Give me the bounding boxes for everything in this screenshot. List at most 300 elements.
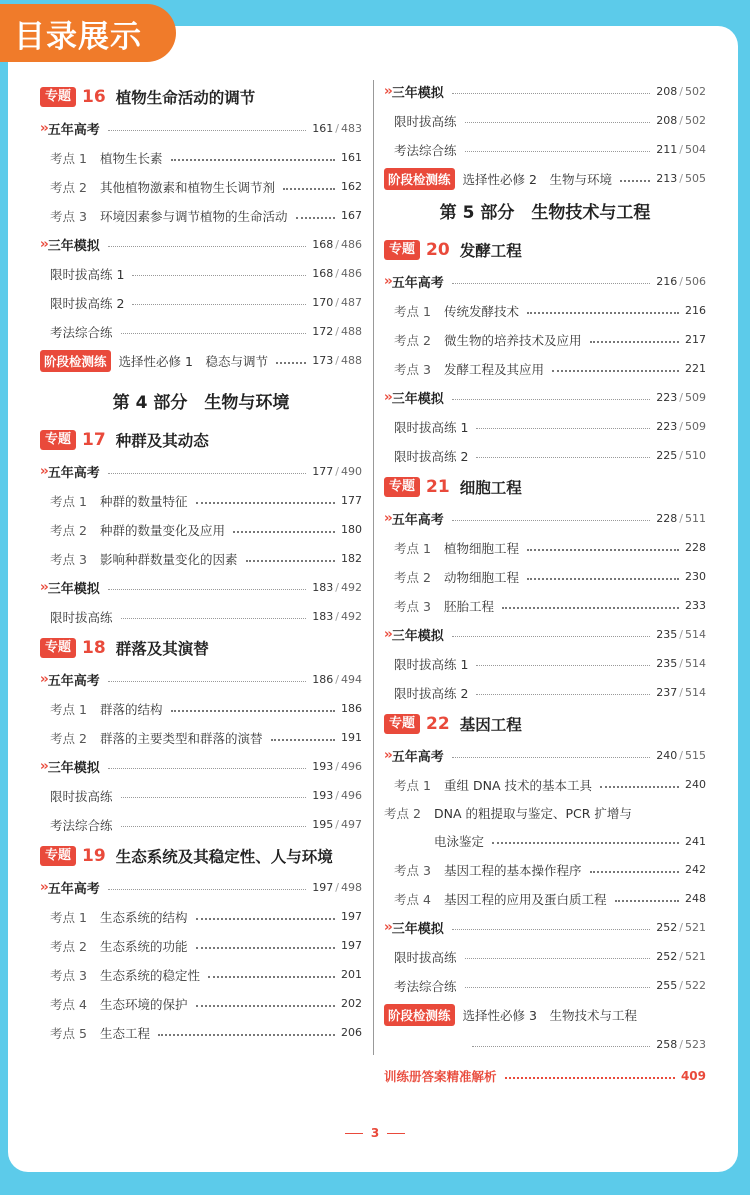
toc-entry[interactable] bbox=[40, 457, 362, 486]
page-ref bbox=[312, 267, 362, 280]
entry-label: 种群的数量特征 bbox=[100, 493, 188, 509]
point-label: 考点 3 bbox=[394, 862, 431, 878]
page-ref bbox=[685, 892, 706, 905]
page-separator: / bbox=[679, 1037, 683, 1051]
toc-entry[interactable] bbox=[384, 135, 706, 164]
entry-label: 限时拔高练 1 bbox=[394, 419, 469, 435]
page-number: 170 bbox=[312, 296, 334, 309]
page-separator: / bbox=[679, 950, 683, 963]
page-number: 248 bbox=[685, 892, 706, 905]
page-number: 235 bbox=[656, 657, 678, 670]
page-number: 167 bbox=[341, 209, 362, 222]
leader-dots bbox=[590, 871, 679, 873]
toc-entry[interactable] bbox=[40, 172, 362, 201]
page-number: 182 bbox=[341, 552, 362, 565]
toc-entry[interactable] bbox=[40, 723, 362, 752]
entry-label: 考法综合练 bbox=[394, 978, 457, 994]
red-arrow-icon: ›› bbox=[384, 84, 391, 99]
toc-entry[interactable] bbox=[40, 902, 362, 931]
page-number: 197 bbox=[341, 910, 362, 923]
toc-entry[interactable] bbox=[384, 325, 706, 354]
entry-label: 群落的结构 bbox=[100, 701, 163, 717]
alt-page-number: 502 bbox=[685, 114, 706, 127]
leader-dots bbox=[476, 457, 650, 458]
entry-label: 限时拔高练 1 bbox=[50, 266, 125, 282]
toc-entry[interactable] bbox=[40, 288, 362, 317]
group-label: 五年高考 bbox=[391, 750, 444, 765]
group-label: 五年高考 bbox=[47, 466, 100, 481]
toc-entry[interactable] bbox=[384, 591, 706, 620]
toc-entry[interactable] bbox=[384, 412, 706, 441]
leader-dots bbox=[108, 681, 307, 682]
page-ref bbox=[656, 391, 706, 404]
page-number: 162 bbox=[341, 180, 362, 193]
leader-dots bbox=[296, 217, 335, 219]
point-label: 考点 1 bbox=[394, 303, 431, 319]
leader-dots bbox=[121, 618, 307, 619]
toc-entry[interactable] bbox=[384, 799, 706, 855]
toc-entry[interactable] bbox=[384, 383, 706, 412]
page-number: 197 bbox=[341, 939, 362, 952]
toc-entry[interactable] bbox=[40, 752, 362, 781]
toc-entry[interactable] bbox=[40, 873, 362, 902]
page-number: 228 bbox=[685, 541, 706, 554]
alt-page-number: 496 bbox=[341, 760, 362, 773]
alt-page-number: 497 bbox=[341, 818, 362, 831]
page-separator: / bbox=[679, 391, 683, 404]
page-separator: / bbox=[679, 114, 683, 127]
page-separator: / bbox=[335, 581, 339, 594]
page-number: 161 bbox=[312, 122, 334, 135]
page-number: 240 bbox=[656, 749, 678, 762]
page-ref bbox=[656, 85, 706, 98]
leader-dots bbox=[552, 370, 679, 372]
entry-label: 胚胎工程 bbox=[444, 598, 495, 614]
page-ref bbox=[341, 151, 362, 164]
topic-number: 18 bbox=[82, 638, 106, 658]
leader-dots bbox=[476, 694, 650, 695]
topic-title: 种群及其动态 bbox=[115, 432, 209, 450]
topic-number: 20 bbox=[426, 240, 450, 260]
alt-page-number: 494 bbox=[341, 673, 362, 686]
toc-entry[interactable] bbox=[40, 143, 362, 172]
topic-badge: 专题 bbox=[40, 638, 76, 658]
toc-entry[interactable] bbox=[384, 884, 706, 913]
leader-dots bbox=[132, 275, 306, 276]
point-label: 考点 2 bbox=[384, 806, 421, 821]
page-number: 252 bbox=[656, 950, 678, 963]
page-ref bbox=[312, 325, 362, 338]
toc-entry[interactable] bbox=[384, 942, 706, 971]
page-ref bbox=[685, 570, 706, 583]
page-ref bbox=[685, 541, 706, 554]
page-separator: / bbox=[335, 760, 339, 773]
toc-entry[interactable] bbox=[384, 971, 706, 1000]
page-separator: / bbox=[335, 818, 339, 831]
page-ref bbox=[341, 702, 362, 715]
leader-dots bbox=[121, 333, 307, 334]
group-label: 三年模拟 bbox=[391, 922, 444, 937]
page-ref bbox=[685, 333, 706, 346]
leader-dots bbox=[465, 122, 651, 123]
stage-entry[interactable] bbox=[384, 1000, 706, 1058]
leader-dots bbox=[276, 362, 306, 364]
toc-entry[interactable] bbox=[40, 201, 362, 230]
toc-entry[interactable] bbox=[384, 164, 706, 193]
red-arrow-icon: ›› bbox=[384, 274, 391, 289]
page-number: 201 bbox=[341, 968, 362, 981]
leader-dots bbox=[492, 842, 679, 844]
entry-label: 生态系统的结构 bbox=[100, 909, 188, 925]
page-number: 216 bbox=[656, 275, 678, 288]
page-ref bbox=[656, 275, 706, 288]
page-number: 242 bbox=[685, 863, 706, 876]
page-ref bbox=[656, 449, 706, 462]
entry-label: 选择性必修 3 生物技术与工程 bbox=[462, 1008, 637, 1023]
alt-page-number: 510 bbox=[685, 449, 706, 462]
page-ref bbox=[685, 304, 706, 317]
leader-dots bbox=[527, 578, 679, 580]
leader-dots bbox=[108, 889, 307, 890]
stage-badge: 阶段检测练 bbox=[384, 1004, 455, 1026]
page-separator: / bbox=[679, 749, 683, 762]
point-label: 考点 1 bbox=[50, 701, 87, 717]
group-label: 五年高考 bbox=[47, 674, 100, 689]
group-label: 三年模拟 bbox=[47, 239, 100, 254]
group-label: 五年高考 bbox=[47, 882, 100, 897]
toc-entry[interactable] bbox=[40, 573, 362, 602]
page-number: 213 bbox=[656, 172, 678, 185]
page-number: 197 bbox=[312, 881, 334, 894]
alt-page-number: 504 bbox=[685, 143, 706, 156]
toc-entry[interactable] bbox=[40, 259, 362, 288]
page-ref bbox=[312, 881, 362, 894]
page-number: 216 bbox=[685, 304, 706, 317]
leader-dots bbox=[132, 304, 306, 305]
alt-page-number: 486 bbox=[341, 238, 362, 251]
toc-entry[interactable] bbox=[384, 770, 706, 799]
topic-badge: 专题 bbox=[384, 477, 420, 497]
entry-label: 传统发酵技术 bbox=[444, 303, 520, 319]
page-ref bbox=[685, 362, 706, 375]
toc-entry[interactable] bbox=[40, 486, 362, 515]
page-number: 193 bbox=[312, 760, 334, 773]
red-arrow-icon: ›› bbox=[40, 880, 47, 895]
leader-dots bbox=[465, 987, 651, 988]
page-separator: / bbox=[679, 172, 683, 185]
entry-label: 动物细胞工程 bbox=[444, 569, 520, 585]
page-ref bbox=[341, 209, 362, 222]
red-arrow-icon: ›› bbox=[40, 121, 47, 136]
leader-dots bbox=[465, 151, 651, 152]
toc-entry[interactable] bbox=[384, 741, 706, 770]
point-label: 考点 3 bbox=[50, 551, 87, 567]
red-arrow-icon: ›› bbox=[40, 580, 47, 595]
toc-entry[interactable] bbox=[384, 913, 706, 942]
leader-dots bbox=[505, 1077, 675, 1079]
toc-entry[interactable] bbox=[384, 533, 706, 562]
toc-entry[interactable] bbox=[384, 504, 706, 533]
toc-entry[interactable] bbox=[384, 855, 706, 884]
page-number-text: 3 bbox=[370, 1126, 380, 1140]
entry-label: 发酵工程及其应用 bbox=[444, 361, 545, 377]
toc-entry[interactable] bbox=[40, 781, 362, 810]
page-separator: / bbox=[335, 881, 339, 894]
page-ref bbox=[685, 599, 706, 612]
group-label: 三年模拟 bbox=[391, 629, 444, 644]
page-ref bbox=[341, 1026, 362, 1039]
leader-dots bbox=[171, 159, 335, 161]
page-separator: / bbox=[335, 610, 339, 623]
leader-dots bbox=[452, 399, 651, 400]
entry-label: 选择性必修 2 生物与环境 bbox=[462, 171, 612, 187]
entry-label: 基因工程的基本操作程序 bbox=[444, 862, 582, 878]
page-number: 183 bbox=[312, 581, 334, 594]
page-ref bbox=[681, 1069, 706, 1083]
entry-label: DNA 的粗提取与鉴定、PCR 扩增与 bbox=[434, 806, 632, 821]
entry-label: 限时拔高练 bbox=[50, 609, 113, 625]
toc-entry[interactable] bbox=[40, 317, 362, 346]
page-number: 180 bbox=[341, 523, 362, 536]
section-header[interactable] bbox=[40, 423, 362, 457]
leader-dots bbox=[452, 520, 651, 521]
red-arrow-icon: ›› bbox=[40, 464, 47, 479]
toc-entry[interactable] bbox=[40, 665, 362, 694]
page-number bbox=[0, 1126, 750, 1140]
page-number: 223 bbox=[656, 391, 678, 404]
leader-dots bbox=[108, 246, 307, 247]
entry-label: 限时拔高练 bbox=[394, 949, 457, 965]
section-header[interactable] bbox=[40, 839, 362, 873]
leader-dots bbox=[452, 93, 651, 94]
topic-badge: 专题 bbox=[384, 714, 420, 734]
page-ref bbox=[312, 122, 362, 135]
column-divider bbox=[373, 80, 374, 1055]
red-arrow-icon: ›› bbox=[384, 511, 391, 526]
page-separator: / bbox=[335, 789, 339, 802]
section-header[interactable] bbox=[384, 707, 706, 741]
section-header[interactable] bbox=[40, 80, 362, 114]
toc-entry[interactable] bbox=[40, 1018, 362, 1047]
point-label: 考点 1 bbox=[50, 909, 87, 925]
page-number: 177 bbox=[341, 494, 362, 507]
entry-label: 生态环境的保护 bbox=[100, 996, 188, 1012]
leader-dots bbox=[196, 918, 335, 920]
page-ref bbox=[341, 523, 362, 536]
page-separator: / bbox=[335, 238, 339, 251]
page-ref bbox=[656, 749, 706, 762]
section-header[interactable] bbox=[40, 631, 362, 665]
page-number: 206 bbox=[341, 1026, 362, 1039]
entry-label: 限时拔高练 bbox=[50, 788, 113, 804]
toc-entry[interactable] bbox=[384, 1058, 706, 1094]
page-separator: / bbox=[679, 275, 683, 288]
page-separator: / bbox=[679, 628, 683, 641]
toc-entry[interactable] bbox=[40, 544, 362, 573]
group-label: 三年模拟 bbox=[391, 86, 444, 101]
page-ref bbox=[685, 863, 706, 876]
point-label: 考点 4 bbox=[394, 891, 431, 907]
topic-title: 基因工程 bbox=[459, 716, 522, 734]
toc-entry[interactable] bbox=[384, 441, 706, 470]
point-label: 考点 1 bbox=[394, 540, 431, 556]
page-ref bbox=[656, 979, 706, 992]
page-ref bbox=[656, 628, 706, 641]
page-number: 195 bbox=[312, 818, 334, 831]
leader-dots bbox=[171, 710, 335, 712]
alt-page-number: 502 bbox=[685, 85, 706, 98]
alt-page-number: 490 bbox=[341, 465, 362, 478]
topic-title: 植物生命活动的调节 bbox=[115, 89, 256, 107]
entry-label: 限时拔高练 2 bbox=[394, 448, 469, 464]
leader-dots bbox=[208, 976, 335, 978]
page-ref bbox=[312, 673, 362, 686]
toc-entry[interactable] bbox=[384, 267, 706, 296]
point-label: 考点 1 bbox=[50, 150, 87, 166]
page-ref bbox=[656, 950, 706, 963]
section-header[interactable] bbox=[384, 470, 706, 504]
toc-entry[interactable] bbox=[384, 296, 706, 325]
page-separator: / bbox=[335, 465, 339, 478]
leader-dots bbox=[196, 1005, 335, 1007]
page-number: 202 bbox=[341, 997, 362, 1010]
toc-entry[interactable] bbox=[40, 346, 362, 375]
page-number: 258 bbox=[656, 1037, 678, 1051]
leader-dots bbox=[108, 473, 307, 474]
page-ref bbox=[656, 1038, 706, 1051]
toc-entry[interactable] bbox=[384, 354, 706, 383]
banner-title: 目录展示 bbox=[14, 18, 142, 55]
group-label: 三年模拟 bbox=[47, 761, 100, 776]
page-separator: / bbox=[335, 267, 339, 280]
toc-entry[interactable] bbox=[40, 989, 362, 1018]
alt-page-number: 492 bbox=[341, 610, 362, 623]
topic-title: 细胞工程 bbox=[459, 479, 522, 497]
page-banner bbox=[0, 4, 176, 62]
toc-entry[interactable] bbox=[384, 77, 706, 106]
red-arrow-icon: ›› bbox=[384, 748, 391, 763]
topic-badge: 专题 bbox=[384, 240, 420, 260]
toc-line bbox=[384, 799, 706, 827]
leader-dots bbox=[527, 312, 679, 314]
page-ref bbox=[656, 512, 706, 525]
page-ref bbox=[312, 354, 362, 367]
toc-entry[interactable] bbox=[384, 106, 706, 135]
point-label: 考点 2 bbox=[394, 332, 431, 348]
page-number: 193 bbox=[312, 789, 334, 802]
toc-entry[interactable] bbox=[40, 694, 362, 723]
point-label: 考点 4 bbox=[50, 996, 87, 1012]
toc-entry[interactable] bbox=[384, 678, 706, 707]
page-ref bbox=[685, 835, 706, 848]
page-number: 168 bbox=[312, 238, 334, 251]
alt-page-number: 488 bbox=[341, 354, 362, 367]
topic-title: 群落及其演替 bbox=[115, 640, 209, 658]
page-ref bbox=[685, 778, 706, 791]
page-ref bbox=[656, 420, 706, 433]
page-number: 409 bbox=[680, 1069, 706, 1083]
alt-page-number: 511 bbox=[685, 512, 706, 525]
leader-dots bbox=[527, 549, 679, 551]
toc-entry[interactable] bbox=[40, 230, 362, 259]
toc-line bbox=[384, 1000, 706, 1030]
page-separator: / bbox=[335, 296, 339, 309]
toc-entry[interactable] bbox=[40, 810, 362, 839]
leader-dots bbox=[472, 1046, 650, 1047]
entry-label: 影响种群数量变化的因素 bbox=[100, 551, 238, 567]
page-ref bbox=[341, 939, 362, 952]
entry-label: 限时拔高练 2 bbox=[50, 295, 125, 311]
page-number: 211 bbox=[656, 143, 678, 156]
page-number: 225 bbox=[656, 449, 678, 462]
page-number: 223 bbox=[656, 420, 678, 433]
page-ref bbox=[656, 921, 706, 934]
topic-number: 21 bbox=[426, 477, 450, 497]
section-header[interactable] bbox=[384, 233, 706, 267]
page-number: 237 bbox=[656, 686, 678, 699]
page-number: 240 bbox=[685, 778, 706, 791]
entry-label: 选择性必修 1 稳态与调节 bbox=[118, 353, 268, 369]
alt-page-number: 486 bbox=[341, 267, 362, 280]
alt-page-number: 487 bbox=[341, 296, 362, 309]
point-label: 考点 3 bbox=[394, 598, 431, 614]
entry-label: 考法综合练 bbox=[394, 142, 457, 158]
page-number: 252 bbox=[656, 921, 678, 934]
topic-badge: 专题 bbox=[40, 846, 76, 866]
leader-dots bbox=[452, 929, 651, 930]
point-label: 考点 2 bbox=[50, 522, 87, 538]
toc-entry[interactable] bbox=[40, 114, 362, 143]
point-label: 考点 2 bbox=[50, 938, 87, 954]
toc-entry[interactable] bbox=[384, 562, 706, 591]
page-ref bbox=[341, 731, 362, 744]
page-separator: / bbox=[335, 354, 339, 367]
toc-entry[interactable] bbox=[384, 620, 706, 649]
alt-page-number: 514 bbox=[685, 686, 706, 699]
page-number: 255 bbox=[656, 979, 678, 992]
topic-number: 16 bbox=[82, 87, 106, 107]
leader-dots bbox=[196, 947, 335, 949]
page-ref bbox=[341, 180, 362, 193]
page-number: 208 bbox=[656, 85, 678, 98]
leader-dots bbox=[233, 531, 335, 533]
leader-dots bbox=[158, 1034, 335, 1036]
alt-page-number: 506 bbox=[685, 275, 706, 288]
page-ref bbox=[312, 789, 362, 802]
leader-dots bbox=[246, 560, 335, 562]
topic-title: 生态系统及其稳定性、人与环境 bbox=[115, 848, 333, 866]
toc-line bbox=[384, 1030, 706, 1058]
leader-dots bbox=[452, 283, 651, 284]
toc-entry[interactable] bbox=[384, 649, 706, 678]
leader-dots bbox=[476, 428, 650, 429]
entry-label: 重组 DNA 技术的基本工具 bbox=[444, 777, 592, 793]
page-number: 186 bbox=[341, 702, 362, 715]
toc-entry[interactable] bbox=[40, 931, 362, 960]
page-number: 208 bbox=[656, 114, 678, 127]
page-ref bbox=[312, 296, 362, 309]
toc-entry[interactable] bbox=[40, 960, 362, 989]
alt-page-number: 514 bbox=[685, 628, 706, 641]
entry-label: 微生物的培养技术及应用 bbox=[444, 332, 582, 348]
group-label: 五年高考 bbox=[47, 123, 100, 138]
topic-number: 22 bbox=[426, 714, 450, 734]
entry-label: 考法综合练 bbox=[50, 324, 113, 340]
alt-page-number: 514 bbox=[685, 657, 706, 670]
toc-entry[interactable] bbox=[40, 602, 362, 631]
toc-entry[interactable] bbox=[40, 515, 362, 544]
toc-right-column bbox=[384, 77, 706, 1094]
